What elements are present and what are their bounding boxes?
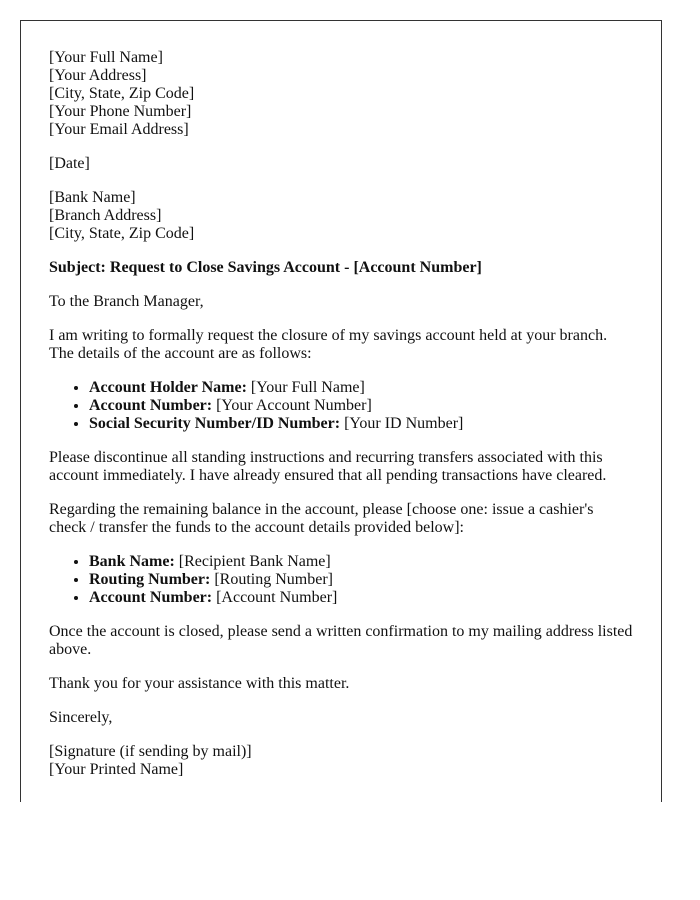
list-item <box>89 571 633 589</box>
printed-name: [Your Printed Name] <box>49 761 184 778</box>
thanks-paragraph: Thank you for your assistance with this matter. <box>49 675 350 692</box>
confirmation-paragraph: Once the account is closed, please send a written confirmation to my mailing address listed above. <box>49 623 633 658</box>
list-item <box>89 415 633 433</box>
recipient-city: [City, State, Zip Code] <box>49 225 195 242</box>
balance-paragraph: Regarding the remaining balance in the account, please [choose one: issue a cashier's check / transfer the funds to the account details provided below]: <box>49 501 594 536</box>
date: [Date] <box>49 155 90 172</box>
account-details-list <box>49 379 633 433</box>
sender-address: [Your Address] <box>49 67 147 84</box>
item-label: Bank Name: <box>89 553 175 570</box>
list-item <box>89 589 633 607</box>
bank-name: [Bank Name] <box>49 189 136 206</box>
list-item <box>89 397 633 415</box>
item-value: [Account Number] <box>212 589 338 606</box>
branch-address: [Branch Address] <box>49 207 162 224</box>
salutation: To the Branch Manager, <box>49 293 204 310</box>
item-value: [Recipient Bank Name] <box>174 553 331 570</box>
subject: Subject: Request to Close Savings Account - [Account Number] <box>49 259 482 276</box>
item-label: Account Holder Name: <box>89 379 247 396</box>
sender-block <box>49 49 633 139</box>
item-value: [Your ID Number] <box>340 415 464 432</box>
letter <box>20 20 662 802</box>
signature: [Signature (if sending by mail)] <box>49 743 252 760</box>
recipient-block <box>49 189 633 243</box>
sender-email: [Your Email Address] <box>49 121 189 138</box>
closing: Sincerely, <box>49 709 113 726</box>
item-label: Account Number: <box>89 397 213 414</box>
item-value: [Your Full Name] <box>246 379 365 396</box>
intro-paragraph: I am writing to formally request the closure of my savings account held at your branch. The details of the account are as follows: <box>49 327 608 362</box>
list-item <box>89 379 633 397</box>
sender-phone: [Your Phone Number] <box>49 103 192 120</box>
item-label: Routing Number: <box>89 571 211 588</box>
sender-city: [City, State, Zip Code] <box>49 85 195 102</box>
item-label: Account Number: <box>89 589 213 606</box>
list-item <box>89 553 633 571</box>
discontinue-paragraph: Please discontinue all standing instructions and recurring transfers associated with this account immediately. I have already ensured that all pending transactions have cleared. <box>49 449 607 484</box>
item-value: [Routing Number] <box>210 571 333 588</box>
transfer-details-list <box>49 553 633 607</box>
signature-block <box>49 743 633 779</box>
item-label: Social Security Number/ID Number: <box>89 415 341 432</box>
item-value: [Your Account Number] <box>212 397 372 414</box>
sender-name: [Your Full Name] <box>49 49 163 66</box>
